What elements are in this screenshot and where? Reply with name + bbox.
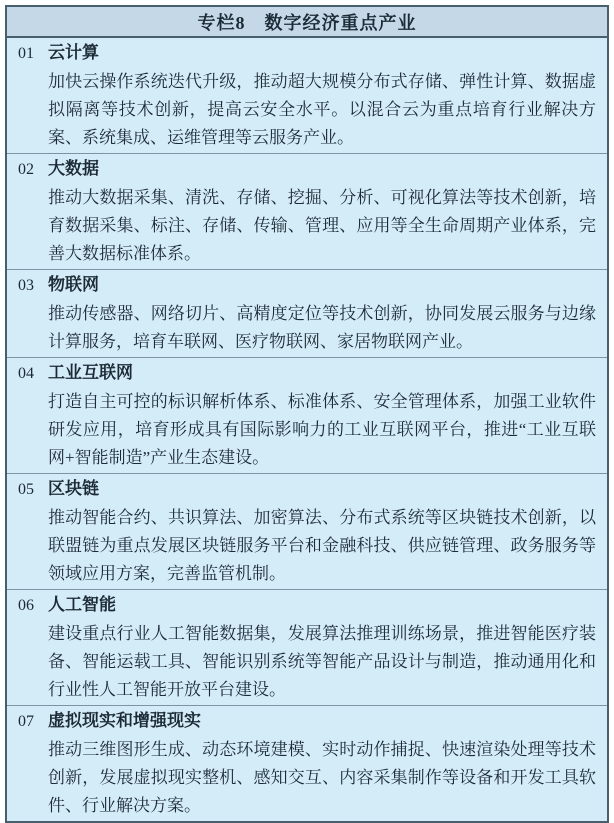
industry-section	[7, 473, 607, 589]
section-body: 推动智能合约、共识算法、加密算法、分布式系统等区块链技术创新，以联盟链为重点发展区块链服务平台和金融科技、供应链管理、政务服务等领域应用方案，完善监管机制。	[48, 508, 596, 583]
section-header	[18, 39, 596, 68]
section-number: 07	[18, 713, 34, 730]
industry-section	[7, 269, 607, 357]
section-heading: 大数据	[48, 159, 99, 178]
section-header	[18, 359, 596, 388]
section-heading: 云计算	[48, 43, 99, 62]
industry-section	[7, 38, 607, 153]
section-body: 推动大数据采集、清洗、存储、挖掘、分析、可视化算法等技术创新，培育数据采集、标注、存储、传输、管理、应用等全生命周期产业体系，完善大数据标准体系。	[48, 188, 596, 263]
section-header	[18, 271, 596, 300]
section-number: 05	[18, 481, 34, 498]
section-number: 02	[18, 161, 34, 178]
section-header	[18, 591, 596, 620]
section-body: 打造自主可控的标识解析体系、标准体系、安全管理体系，加强工业软件研发应用，培育形成具有国际影响力的工业互联网平台，推进“工业互联网+智能制造”产业生态建设。	[48, 392, 596, 467]
section-number: 03	[18, 277, 34, 294]
section-header	[18, 707, 596, 736]
industry-section	[7, 705, 607, 821]
section-body: 加快云操作系统迭代升级，推动超大规模分布式存储、弹性计算、数据虚拟隔离等技术创新，提高云安全水平。以混合云为重点培育行业解决方案、系统集成、运维管理等云服务产业。	[48, 72, 596, 147]
page-title: 专栏8 数字经济重点产业	[197, 12, 417, 33]
section-list	[7, 38, 607, 821]
section-heading: 物联网	[48, 275, 99, 294]
section-number: 01	[18, 45, 34, 62]
panel-title-row	[7, 7, 607, 38]
section-number: 06	[18, 597, 34, 614]
section-heading: 虚拟现实和增强现实	[48, 711, 201, 730]
industry-section	[7, 357, 607, 473]
section-body: 推动传感器、网络切片、高精度定位等技术创新，协同发展云服务与边缘计算服务，培育车联网、医疗物联网、家居物联网产业。	[48, 304, 596, 351]
section-body: 推动三维图形生成、动态环境建模、实时动作捕捉、快速渲染处理等技术创新，发展虚拟现实整机、感知交互、内容采集制作等设备和开发工具软件、行业解决方案。	[48, 740, 596, 815]
section-number: 04	[18, 365, 34, 382]
section-heading: 区块链	[48, 479, 99, 498]
section-header	[18, 475, 596, 504]
panel-box	[5, 5, 609, 823]
section-body: 建设重点行业人工智能数据集，发展算法推理训练场景，推进智能医疗装备、智能运载工具、智能识别系统等智能产品设计与制造，推动通用化和行业性人工智能开放平台建设。	[48, 624, 596, 699]
section-header	[18, 155, 596, 184]
section-heading: 工业互联网	[48, 363, 133, 382]
industry-section	[7, 589, 607, 705]
industry-section	[7, 153, 607, 269]
section-heading: 人工智能	[48, 595, 116, 614]
document-page	[0, 5, 614, 823]
